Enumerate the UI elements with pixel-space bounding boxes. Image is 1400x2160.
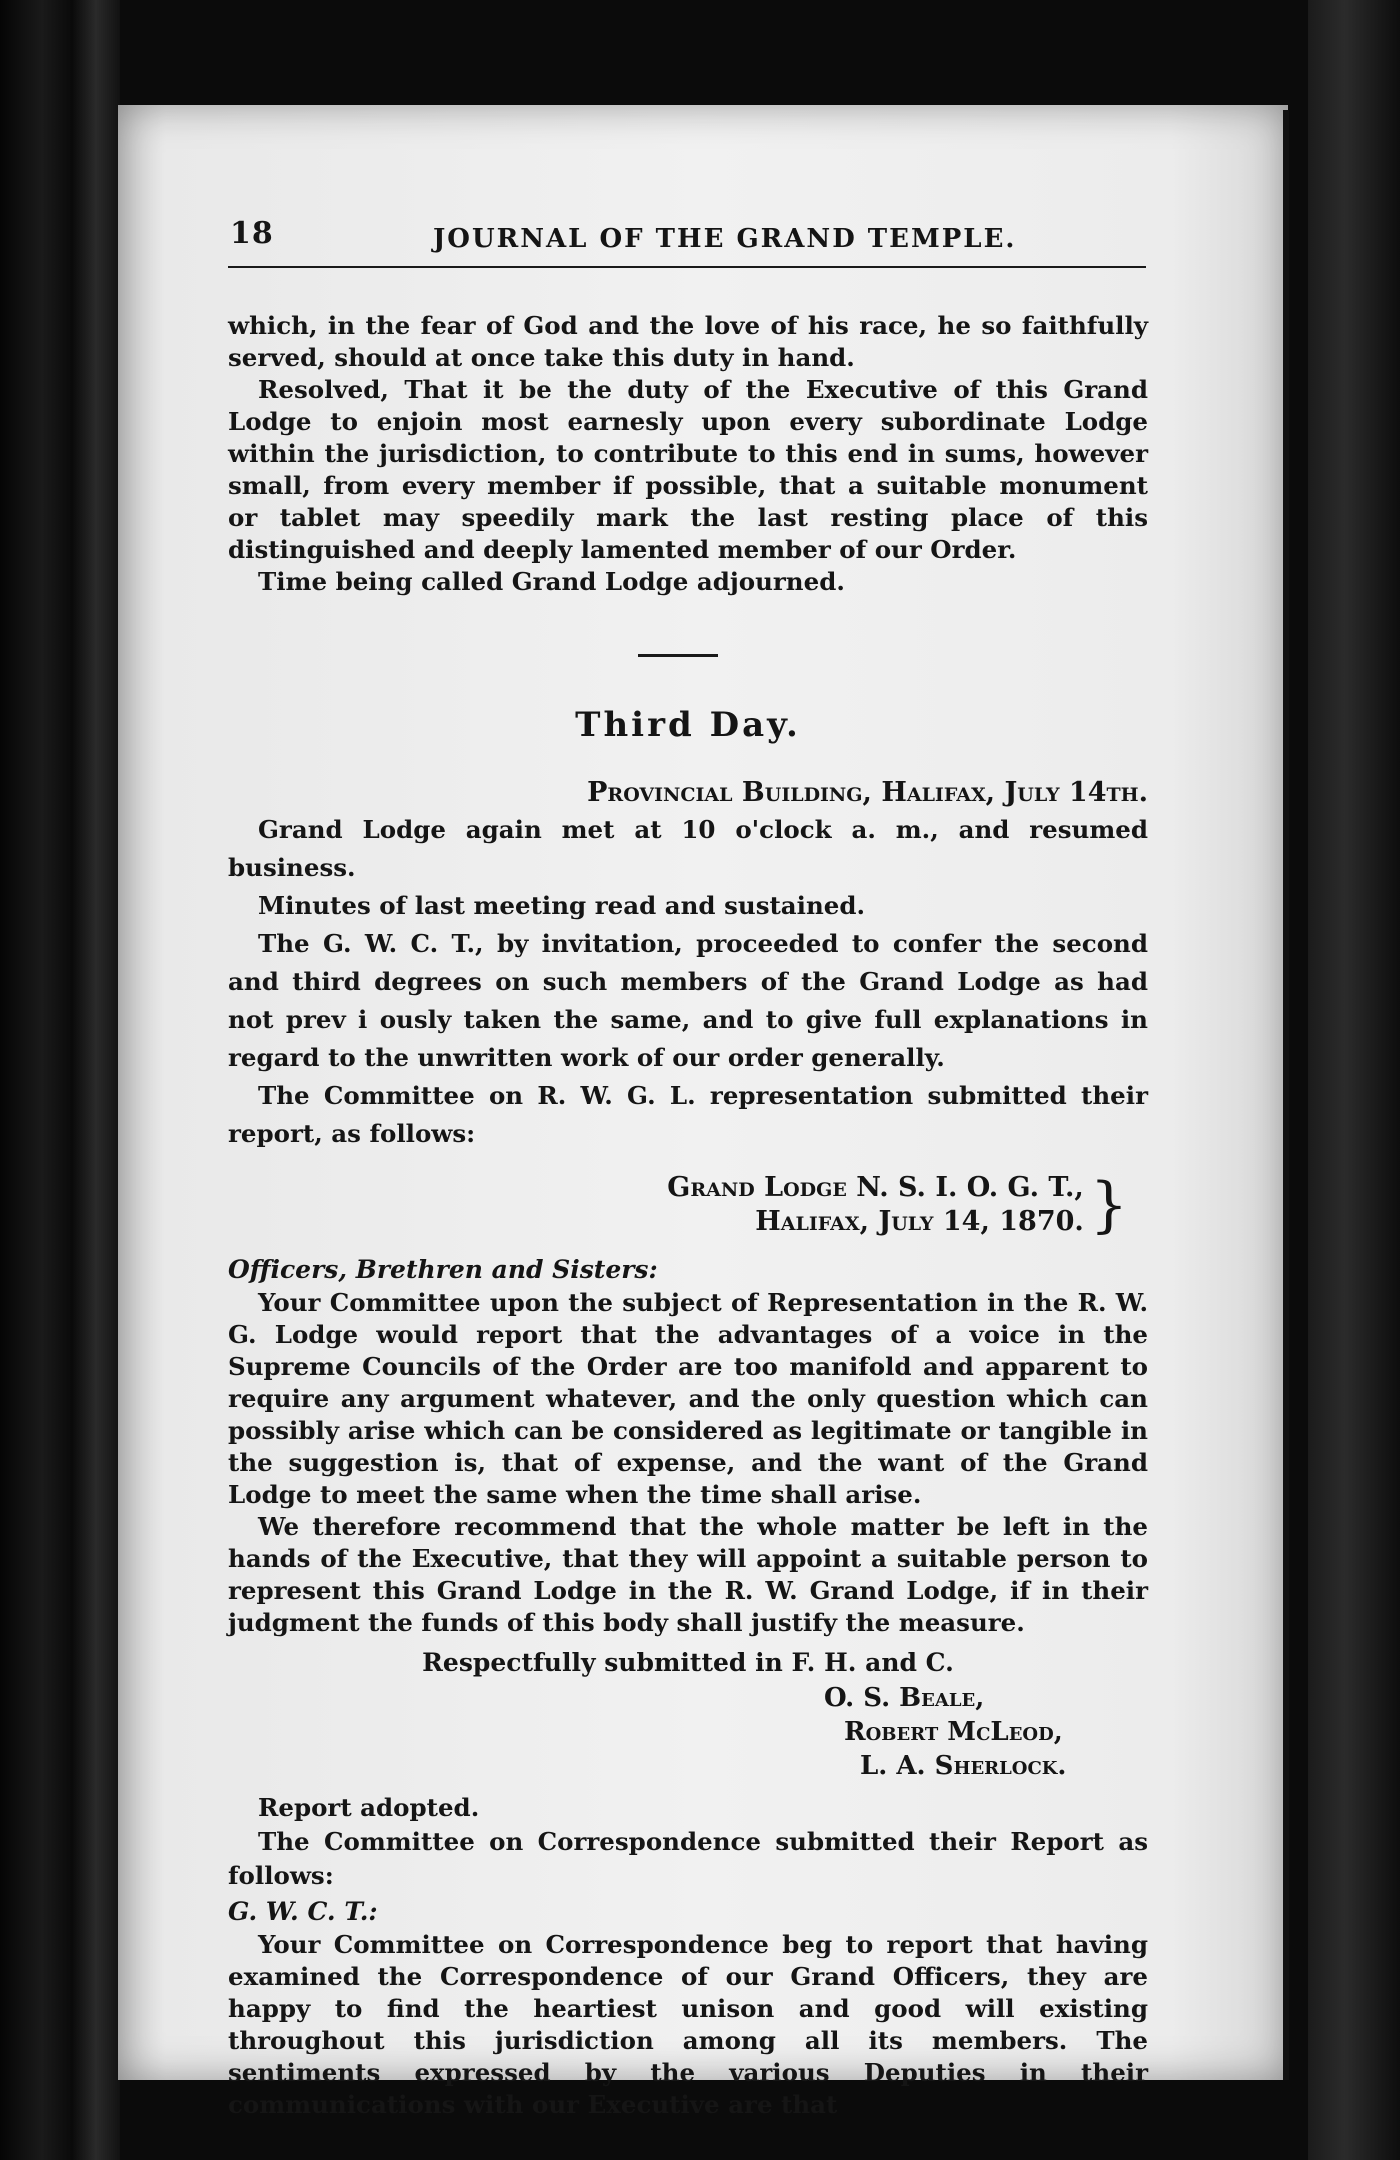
salutation-gwct: G. W. C. T.: <box>228 1897 378 1926</box>
paragraph-adjourned: Time being called Grand Lodge adjourned. <box>258 567 845 596</box>
page-number: 18 <box>230 216 274 251</box>
salutation: Officers, Brethren and Sisters: <box>228 1255 658 1284</box>
paragraph-committee-report: The Committee on R. W. G. L. representation submitted their report, as follows: <box>228 1081 1148 1148</box>
address-brace: } <box>1089 1170 1128 1240</box>
paragraph-correspondence: The Committee on Correspondence submitted their Report as follows: <box>228 1827 1148 1890</box>
signature-3: L. A. Sherlock. <box>860 1751 1067 1781</box>
section-divider <box>638 654 718 657</box>
running-head <box>228 210 1148 260</box>
paragraph-minutes: Minutes of last meeting read and sustained. <box>258 891 866 920</box>
address-lines <box>667 1171 1084 1239</box>
paragraph-final: Your Committee on Correspondence beg to report that having examined the Correspondence of our Grand Officers, they are happy to find the heartiest unison and good will existing throughout this jurisdiction among all its members. The sentiments expressed by the various Deputies in their communications with our Executive are that <box>228 1930 1148 2119</box>
paragraph-degrees: The G. W. C. T., by invitation, proceeded to confer the second and third degrees on such members of the Grand Lodge as had not prev i ously taken the same, and to give full explanations in regard to the unwritten work of our order generally. <box>228 929 1148 1072</box>
dateline: Provincial Building, Halifax, July 14th. <box>587 777 1148 808</box>
book-binding-edge <box>0 0 120 2160</box>
section-heading: Third Day. <box>575 705 801 745</box>
signoff: Respectfully submitted in F. H. and C. <box>422 1648 954 1677</box>
signatures <box>824 1681 1148 1783</box>
header-rule <box>228 266 1146 268</box>
paragraph-recommend: We therefore recommend that the whole matter be left in the hands of the Executive, that they will appoint a suitable person to represent this Grand Lodge in the R. W. Grand Lodge, if in their judgment the funds of this body shall justify the measure. <box>228 1512 1148 1637</box>
letter-address <box>228 1171 1128 1239</box>
address-line-1: Grand Lodge N. S. I. O. G. T., <box>667 1172 1084 1203</box>
paragraph-continuation: which, in the fear of God and the love of his race, he so faithfully served, should at once take this duty in hand. <box>228 311 1148 372</box>
paragraph-met: Grand Lodge again met at 10 o'clock a. m., and resumed business. <box>228 815 1148 882</box>
paragraph-report-adopted: Report adopted. <box>258 1793 480 1822</box>
book-right-edge <box>1308 0 1400 2160</box>
signature-2: Robert McLeod, <box>844 1717 1063 1747</box>
journal-title: JOURNAL OF THE GRAND TEMPLE. <box>433 224 1017 254</box>
paragraph-resolved: Resolved, That it be the duty of the Executive of this Grand Lodge to enjoin most earnesly upon every subordinate Lodge within the jurisdiction, to contribute to this end in sums, however small, from every member if possible, that a suitable monument or tablet may speedily mark the last resting place of this distinguished and deeply lamented member of our Order. <box>228 375 1148 564</box>
page-fold-line <box>1283 110 1289 2080</box>
page-content <box>228 210 1148 2121</box>
address-line-2: Halifax, July 14, 1870. <box>755 1206 1084 1237</box>
signature-1: O. S. Beale, <box>824 1683 985 1713</box>
paragraph-representation: Your Committee upon the subject of Representation in the R. W. G. Lodge would report that the advantages of a voice in the Supreme Councils of the Order are too manifold and apparent to require any argument whatever, and the only question which can possibly arise which can be considered as legitimate or tangible in the suggestion is, that of expense, and the want of the Grand Lodge to meet the same when the time shall arise. <box>228 1288 1148 1509</box>
